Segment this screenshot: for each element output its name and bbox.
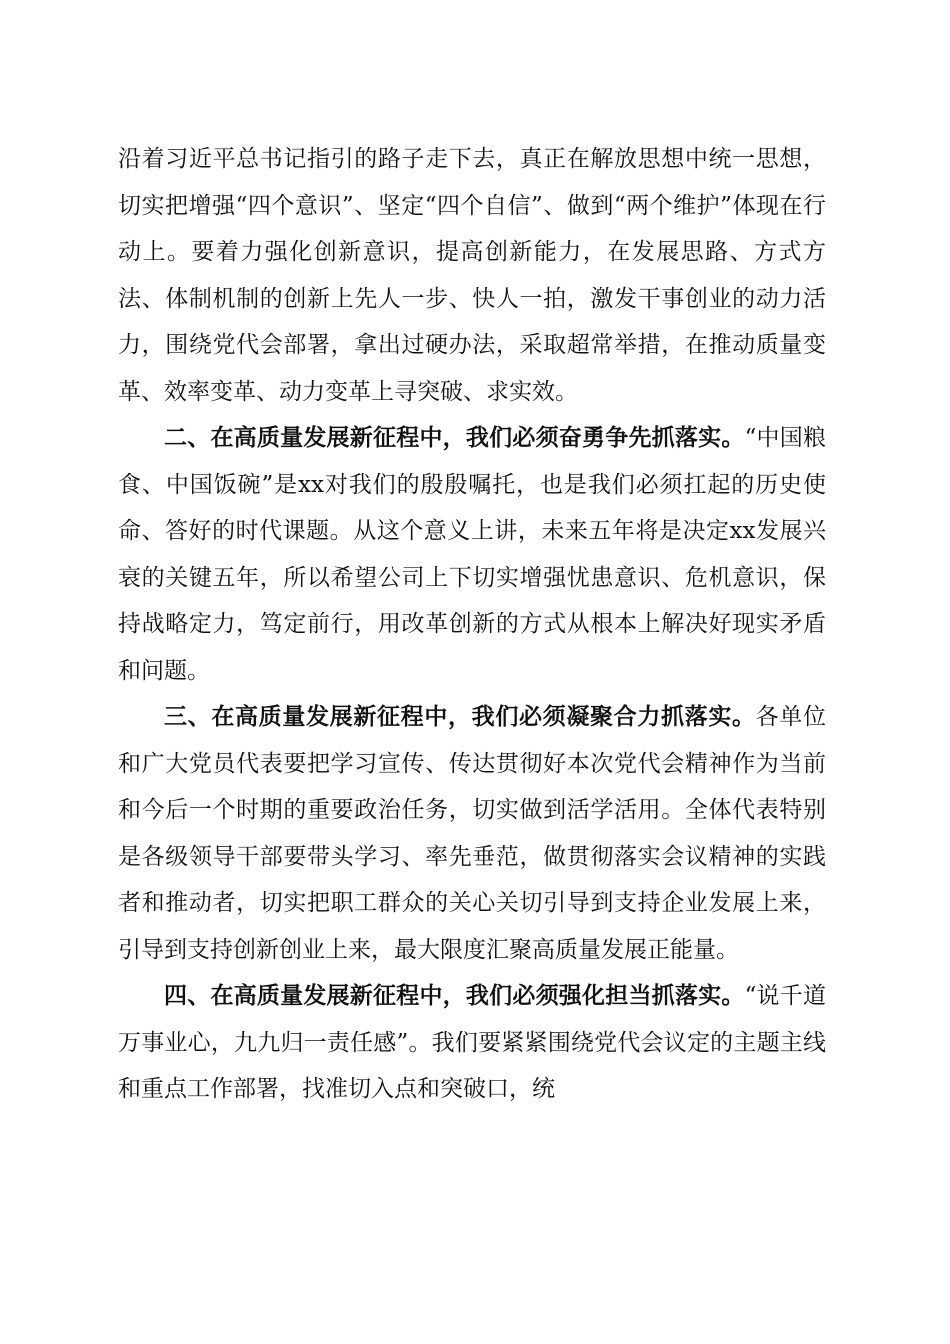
paragraph-body: “说千道万事业心，九九归一责任感”。我们要紧紧围绕党代会议定的主题主线和重点工作部署，找准切入点和突破口，统 <box>118 983 827 1102</box>
paragraph-section-3 <box>118 694 826 973</box>
paragraph-body: 各单位和广大党员代表要把学习宣传、传达贯彻好本次党代会精神作为当前和今后一个时期的重要政治任务，切实做到活学活用。全体代表特别是各级领导干部要带头学习、率先垂范，做贯彻落实会议精神的实践者和推动者，切实把职工群众的关心关切引导到支持企业发展上来，引导到支持创新创业上来，最大限度汇聚高质量发展正能量。 <box>118 704 827 963</box>
section-heading: 二、在高质量发展新征程中，我们必须奋勇争先抓落实。 <box>164 425 745 451</box>
document-body <box>118 136 826 1113</box>
section-heading: 四、在高质量发展新征程中，我们必须强化担当抓落实。 <box>164 983 745 1009</box>
paragraph-section-4 <box>118 973 826 1113</box>
paragraph-body: 沿着习近平总书记指引的路子走下去，真正在解放思想中统一思想，切实把增强“四个意识”、坚定“四个自信”、做到“两个维护”体现在行动上。要着力强化创新意识，提高创新能力，在发展思路、方式方法、体制机制的创新上先人一步、快人一拍，激发干事创业的动力活力，围绕党代会部署，拿出过硬办法，采取超常举措，在推动质量变革、效率变革、动力变革上寻突破、求实效。 <box>118 146 826 405</box>
paragraph-body: “中国粮食、中国饭碗”是xx对我们的殷殷嘱托，也是我们必须扛起的历史使命、答好的时代课题。从这个意义上讲，未来五年将是决定xx发展兴衰的关键五年，所以希望公司上下切实增强忧患意识、危机意识，保持战略定力，笃定前行，用改革创新的方式从根本上解决好现实矛盾和问题。 <box>118 425 827 684</box>
paragraph-continuation <box>118 136 826 415</box>
paragraph-section-2 <box>118 415 826 694</box>
section-heading: 三、在高质量发展新征程中，我们必须凝聚合力抓落实。 <box>164 704 756 730</box>
